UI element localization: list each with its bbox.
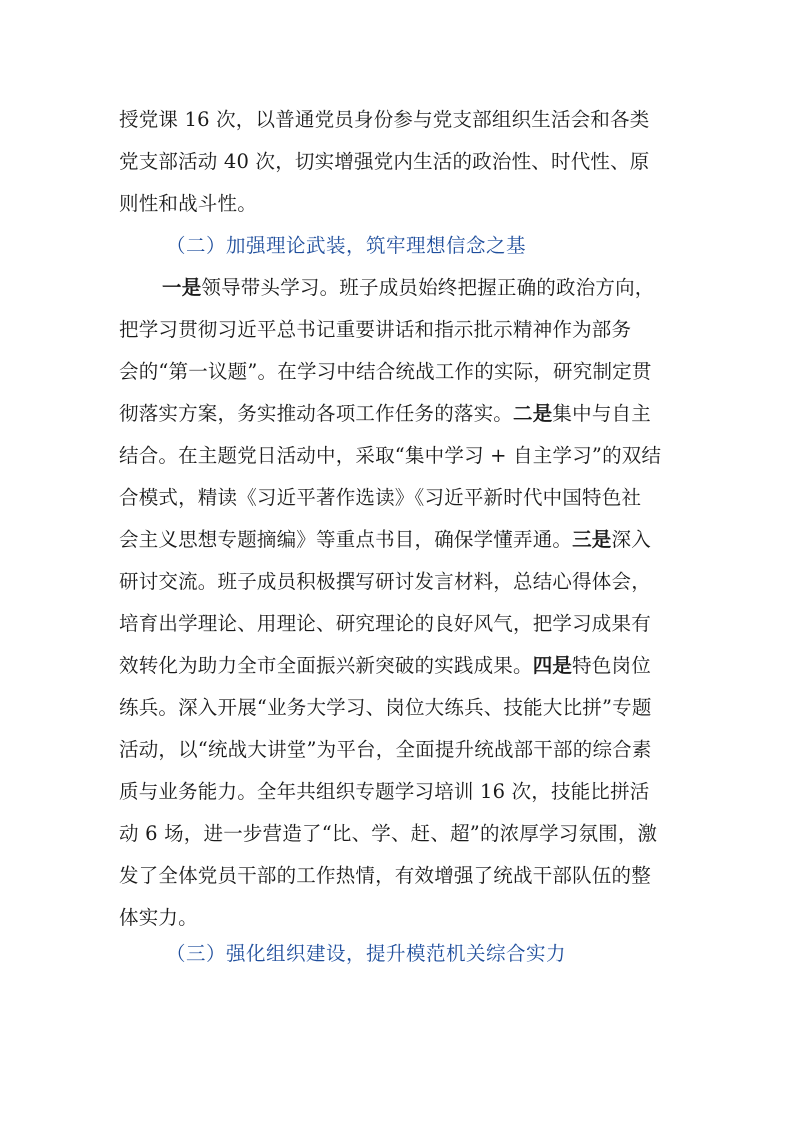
paragraph-line: 活动，以“统战大讲堂”为平台，全面提升统战部干部的综合素 [119, 738, 652, 761]
paragraph-line: 合模式，精读《习近平著作选读》《习近平新时代中国特色社 [119, 486, 642, 509]
line-text: 集中与自主 [552, 402, 651, 425]
keyword-third: 三是 [572, 528, 612, 551]
line-text: 效转化为助力全市全面振兴新突破的实践成果。 [119, 654, 533, 677]
line-text: 会主义思想专题摘编》等重点书目，确保学懂弄通。 [119, 528, 573, 551]
line-text: 领导带头学习。班子成员始终把握正确的政治方向， [201, 276, 655, 299]
paragraph-line: 结合。在主题党日活动中，采取“集中学习 + 自主学习”的双结 [119, 444, 662, 467]
paragraph-line: 授党课 16 次，以普通党员身份参与党支部组织生活会和各类 [119, 108, 650, 131]
paragraph-line [162, 272, 718, 300]
paragraph-line [119, 524, 675, 552]
paragraph-line: 研讨交流。班子成员积极撰写研讨发言材料，总结心得体会， [119, 570, 651, 593]
paragraph-line: 发了全体党员干部的工作热情，有效增强了统战干部队伍的整 [119, 864, 651, 887]
paragraph-line: 党支部活动 40 次，切实增强党内生活的政治性、时代性、原 [119, 150, 650, 173]
paragraph-line: 动 6 场，进一步营造了“比、学、赶、超”的浓厚学习氛围，激 [119, 822, 658, 845]
line-text: 特色岗位 [572, 654, 651, 677]
paragraph-line [119, 650, 675, 678]
line-text: 彻落实方案，务实推动各项工作任务的落实。 [119, 402, 514, 425]
paragraph-line: 把学习贯彻习近平总书记重要讲话和指示批示精神作为部务 [119, 318, 632, 341]
line-text: 深入 [611, 528, 651, 551]
paragraph-line: 则性和战斗性。 [119, 192, 257, 215]
section-heading-2: （二）加强理论武装，筑牢理想信念之基 [166, 234, 527, 257]
keyword-fourth: 四是 [532, 654, 573, 677]
paragraph-line: 质与业务能力。全年共组织专题学习培训 16 次，技能比拼活 [119, 780, 650, 803]
keyword-first: 一是 [162, 276, 202, 299]
paragraph-line: 练兵。深入开展“业务大学习、岗位大练兵、技能大比拼”专题 [119, 696, 652, 719]
keyword-second: 二是 [513, 402, 553, 425]
paragraph-line: 会的“第一议题”。在学习中结合统战工作的实际，研究制定贯 [119, 360, 652, 383]
paragraph-line [119, 398, 675, 426]
paragraph-line: 体实力。 [119, 906, 198, 929]
paragraph-line: 培育出学理论、用理论、研究理论的良好风气，把学习成果有 [119, 612, 651, 635]
section-heading-3: （三）强化组织建设，提升模范机关综合实力 [166, 942, 567, 965]
